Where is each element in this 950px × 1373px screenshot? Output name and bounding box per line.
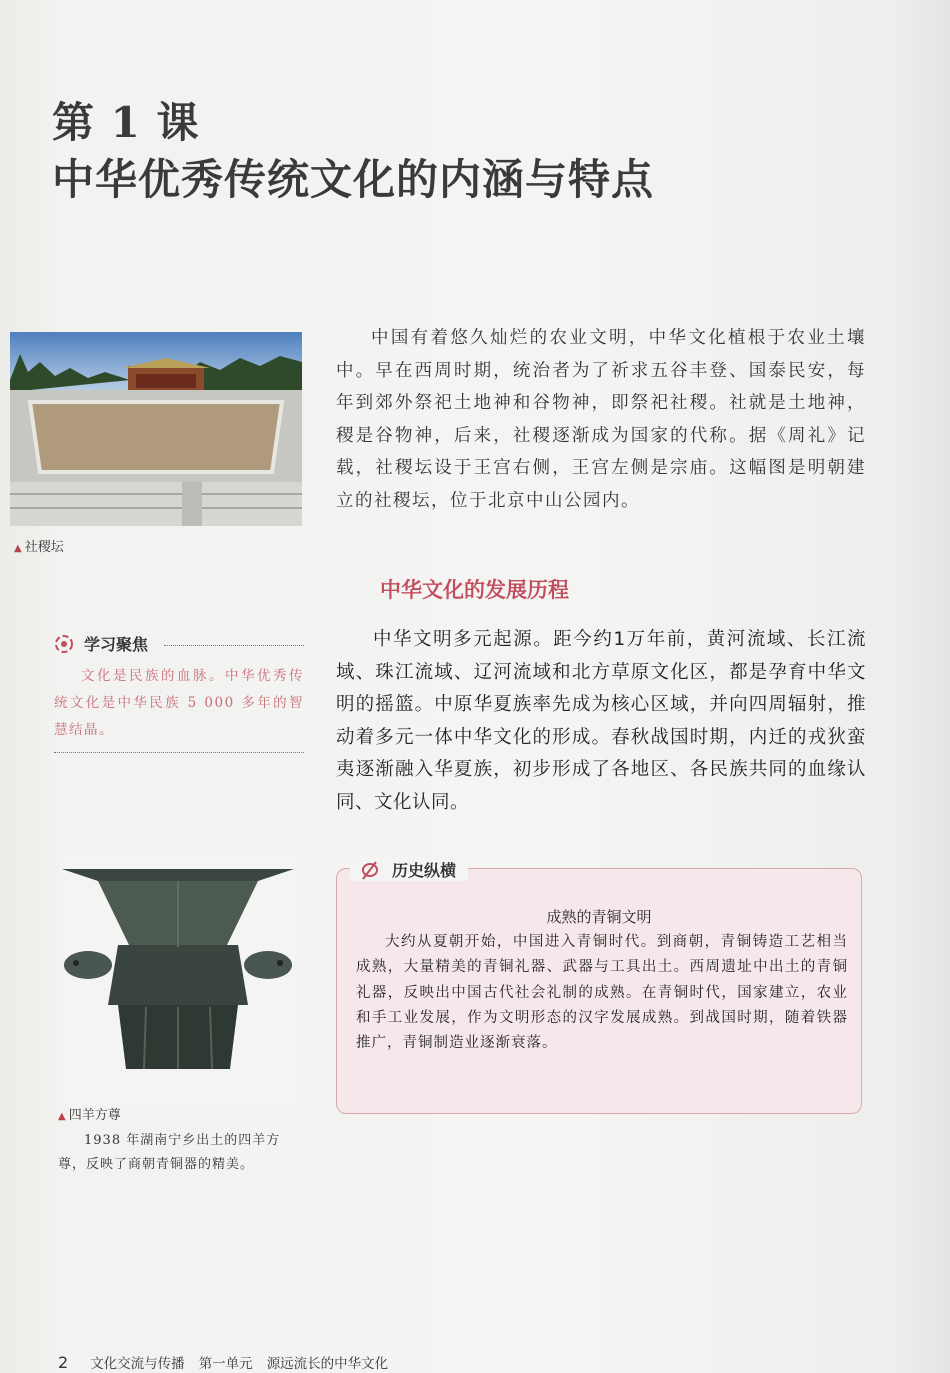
divider [164, 645, 304, 646]
divider [54, 752, 304, 753]
triangle-marker-icon: ▲ [14, 543, 22, 554]
section-paragraph: 中华文明多元起源。距今约1万年前，黄河流域、长江流域、珠江流域、辽河流域和北方草原文化区，都是孕育中华文明的摇篮。中原华夏族率先成为核心区域，并向四周辐射，推动着多元一体中华文化的形成。春秋战国时期，内迁的戎狄蛮夷逐渐融入华夏族，初步形成了各地区、各民族共同的血缘认同、文化认同。 [336, 629, 866, 813]
focus-target-icon [54, 634, 74, 654]
figure1-caption: ▲ 社稷坛 [14, 540, 64, 555]
triangle-marker-icon: ▲ [58, 1111, 66, 1122]
unit-label: 第一单元 [198, 1356, 253, 1372]
figure2-description: 1938 年湖南宁乡出土的四羊方尊，反映了商朝青铜器的精美。 [58, 1133, 281, 1172]
section-title: 中华文化的发展历程 [380, 578, 569, 602]
history-box-label: 历史纵横 [350, 858, 468, 881]
study-focus-label: 学习聚焦 [84, 635, 149, 654]
figure2-caption: ▲ 四羊方尊 1938 年湖南宁乡出土的四羊方尊，反映了商朝青铜器的精美。 [58, 1104, 308, 1177]
study-focus-text: 文化是民族的血脉。中华优秀传统文化是中华民族 5 000 多年的智慧结晶。 [54, 668, 304, 738]
study-focus [54, 632, 304, 753]
unit-title: 源远流长的中华文化 [266, 1356, 389, 1372]
history-swirl-icon [358, 860, 382, 880]
history-box-subtitle: 成熟的青铜文明 [546, 908, 652, 926]
sheji-altar-photo [10, 332, 302, 526]
page-number: 2 [58, 1353, 69, 1372]
lesson-title: 中华优秀传统文化的内涵与特点 [52, 155, 655, 204]
book-title: 文化交流与传播 [90, 1356, 185, 1372]
intro-paragraph: 中国有着悠久灿烂的农业文明，中华文化植根于农业土壤中。早在西周时期，统治者为了祈求五谷丰登、国泰民安，每年到郊外祭祀土地神和谷物神，即祭祀社稷。社就是土地神，稷是谷物神，后来，社稷逐渐成为国家的代称。据《周礼》记载，社稷坛设于王宫右侧，王宫左侧是宗庙。这幅图是明朝建立的社稷坛，位于北京中山公园内。 [336, 328, 866, 511]
history-box-text: 大约从夏朝开始，中国进入青铜时代。到商朝，青铜铸造工艺相当成熟，大量精美的青铜礼器、武器与工具出土。西周遗址中出土的青铜礼器，反映出中国古代社会礼制的成熟。在青铜时代，国家建立，农业和手工业发展，作为文明形态的汉字发展成熟。到战国时期，随着铁器推广，青铜制造业逐渐衰落。 [356, 934, 848, 1052]
lesson-number: 第 1 课 [52, 98, 200, 147]
four-ram-zun-photo [58, 855, 298, 1105]
page-footer [58, 1352, 388, 1372]
